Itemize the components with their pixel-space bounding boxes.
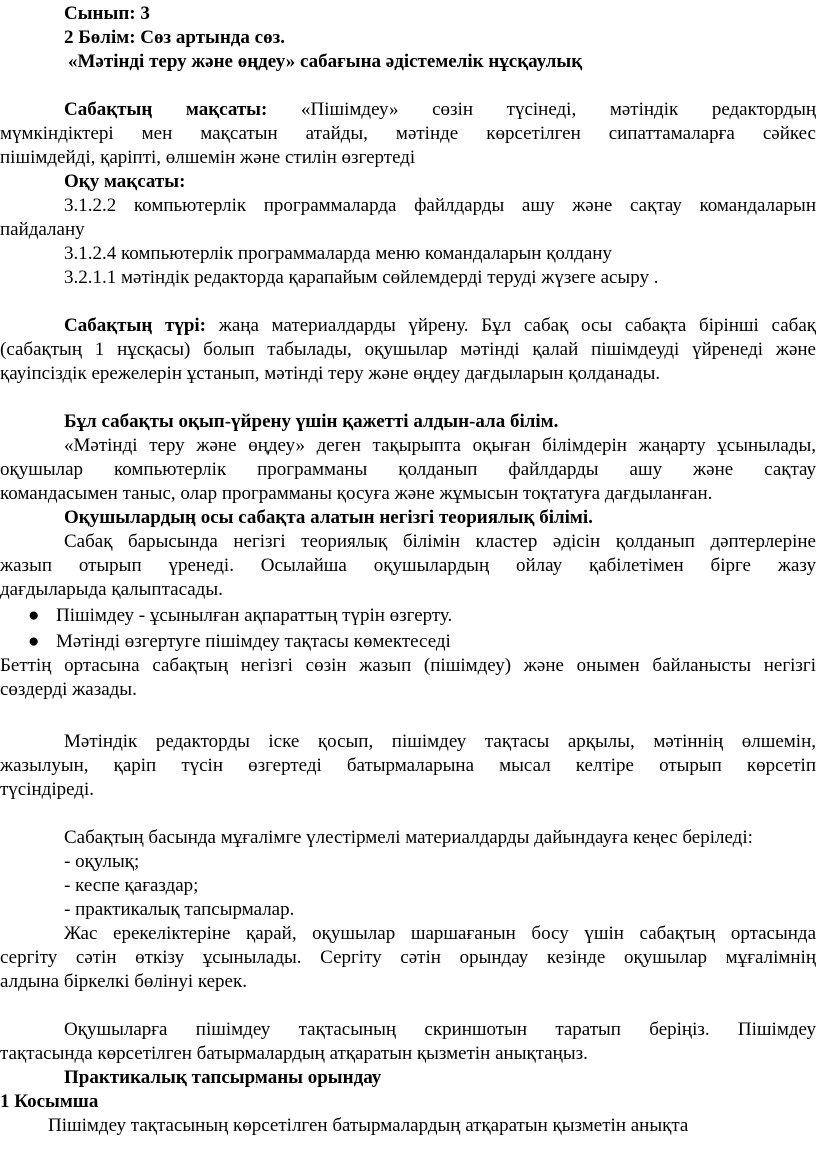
doc-title: «Мәтінді теру және өңдеу» сабағына әдістемелік нұсқаулық — [68, 51, 583, 72]
after-bullets-line-1: Беттің ортасына сабақтың негізгі сөзін жазып (пішімдеу) және онымен байланысты негізгі — [0, 655, 816, 676]
editor-line-1: Мәтіндік редакторды іске қосып, пішімдеу тақтасы арқылы, мәтіннің өлшемін, — [64, 731, 816, 752]
age-line-2: сергіту сәтін өткізу ұсынылады. Сергіту сәтін орындау кезінде оқушылар мұғалімнің — [0, 947, 816, 968]
goals-line-3: пішімдейді, қаріпті, өлшемін және стилін өзгертеді — [0, 147, 416, 168]
practical-heading: Практикалық тапсырманы орындау — [64, 1067, 382, 1088]
age-line-1: Жас ерекеліктеріне қарай, оқушылар шаршағанын босу үшін сабақтың ортасында — [64, 923, 816, 944]
prior-knowledge-line-1: «Мәтінді теру және өңдеу» деген тақырыпта оқыған білімдерін жаңарту ұсынылады, — [64, 435, 816, 456]
bullet-item-2: ● Мәтінді өзгертуге пішімдеу тақтасы көмектеседі — [28, 631, 451, 652]
handout-line-2: тақтасында көрсетілген батырмалардың атқаратын қызметін анықтаңыз. — [0, 1043, 588, 1064]
goals-label: Сабақтың мақсаты: — [64, 99, 268, 120]
theory-line-3: дағдыларыда қалыптасады. — [0, 579, 223, 600]
learning-goal-1-line-2: пайдалану — [0, 219, 85, 240]
theory-line-1: Сабақ барысында негізгі теориялық білімін кластер әдісін қолданып дәптерлеріне — [64, 531, 816, 552]
lesson-type-line-2: (сабақтың 1 нұсқасы) болып табылады, оқушылар мәтінді қалай пішімдеуді үйренеді және — [0, 339, 816, 360]
learning-goal-3: 3.2.1.1 мәтіндік редакторда қарапайым сөйлемдерді теруді жүзеге асыру . — [64, 267, 659, 288]
learning-goal-2: 3.1.2.4 компьютерлік программаларда меню командаларын қолдану — [64, 243, 612, 264]
materials-item-3: - практикалық тапсырмалар. — [64, 899, 295, 920]
learning-goals-heading: Оқу мақсаты: — [64, 171, 186, 192]
materials-intro: Сабақтың басында мұғалімге үлестірмелі материалдарды дайындауға кеңес беріледі: — [64, 827, 753, 848]
handout-line-1: Оқушыларға пішімдеу тақтасының скриншотын таратып беріңіз. Пішімдеу — [64, 1019, 816, 1040]
lesson-type-line-1: Сабақтың түрі: жаңа материалдарды үйрену. Бұл сабақ осы сабақта бірінші сабақ — [64, 315, 816, 336]
section-line: 2 Бөлім: Сөз артында сөз. — [64, 27, 285, 48]
goals-line-2: мүмкіндіктері мен мақсатын атайды, мәтінде көрсетілген сипаттамаларға сәйкес — [0, 123, 816, 144]
bullet-icon: ● — [28, 605, 40, 626]
practical-task: Пішімдеу тақтасының көрсетілген батырмалардың атқаратын қызметін анықта — [48, 1115, 689, 1136]
appendix-label: 1 Косымша — [0, 1091, 99, 1112]
after-bullets-line-2: сөздерді жазады. — [0, 679, 137, 700]
lesson-type-line-3: қауіпсіздік ережелерін ұстанып, мәтінді теру және өңдеу дағдыларын қолданады. — [0, 363, 661, 384]
editor-line-3: түсіндіреді. — [0, 779, 95, 800]
theory-heading: Оқушылардың осы сабақта алатын негізгі теориялық білімі. — [64, 507, 593, 528]
learning-goal-1-line-1: 3.1.2.2 компьютерлік программаларда файлдарды ашу және сақтау командаларын — [64, 195, 816, 216]
goals-line-1: Сабақтың мақсаты: «Пішімдеу» сөзін түсінеді, мәтіндік редактордың — [64, 99, 816, 120]
materials-item-2: - кеспе қағаздар; — [64, 875, 199, 896]
class-line: Сынып: 3 — [64, 3, 150, 24]
prior-knowledge-line-3: командасымен таныс, олар программаны қосуға және жұмысын тоқтатуға дағдыланған. — [0, 483, 713, 504]
theory-line-2: жазып отырып үренеді. Осылайша оқушылардың ойлау қабілетімен бірге жазу — [0, 555, 816, 576]
lesson-type-label: Сабақтың түрі: — [64, 315, 207, 336]
age-line-3: алдына біркелкі бөлінуі керек. — [0, 971, 247, 992]
prior-knowledge-heading: Бұл сабақты оқып-үйрену үшін қажетті алдын-ала білім. — [64, 411, 559, 432]
prior-knowledge-line-2: оқушылар компьютерлік программаны қолданып файлдарды ашу және сақтау — [0, 459, 816, 480]
bullet-item-1: ● Пішімдеу - ұсынылған ақпараттың түрін өзгерту. — [28, 605, 453, 626]
bullet-icon: ● — [28, 631, 40, 652]
editor-line-2: жазылуын, қаріп түсін өзгертеді батырмаларына мысал келтіре отырып көрсетіп — [0, 755, 816, 776]
materials-item-1: - оқулық; — [64, 851, 140, 872]
